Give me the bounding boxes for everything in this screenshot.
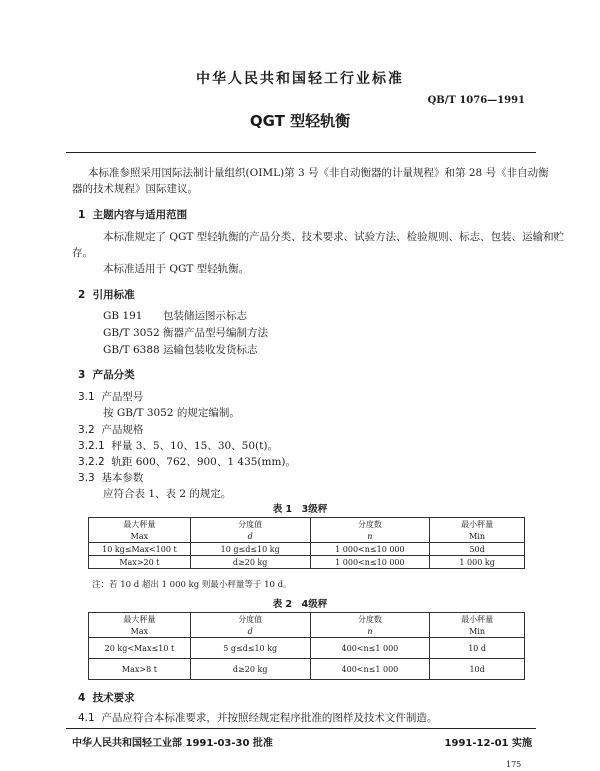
section-3-heading [78,367,135,382]
footer-rule [66,728,536,729]
table-1-note: 注：若 10 d 超出 1 000 kg 则最小秤量等于 10 d。 [92,580,292,590]
s31-text: 按 GB/T 3052 的规定编制。 [103,407,240,419]
table-header-row [89,518,525,531]
subsection-3-2: 3.2 产品规格 [78,424,144,436]
section-number: 4 [78,692,86,704]
table-1-caption: 表 1 3级秤 [272,504,328,515]
footer-approval: 中华人民共和国轻工业部 1991-03-30 批准 [72,738,273,749]
table-symbol-cell: d [190,625,310,638]
subsection-3-1: 3.1 产品型号 [78,391,144,403]
table-symbol-cell: Min [430,530,525,543]
table-1 [88,517,525,569]
page-number: 175 [506,760,522,769]
s1-para-2: 本标准适用于 QGT 型轻轨衡。 [103,263,250,275]
s1-para-1a: 本标准规定了 QGT 型轻轨衡的产品分类、技术要求、试验方法、检验规则、标志、包装、运输和贮 [103,231,565,243]
table-symbol-row [89,625,525,638]
section-title: 技术要求 [92,692,135,704]
table-cell: Max>20 t [89,556,191,569]
table-cell: 1 000<n≤10 000 [310,543,430,556]
section-4-heading [78,690,135,705]
subsection-3-2-2: 3.2.2 轨距 600、762、900、1 435(mm)。 [78,456,297,468]
intro-line-1: 本标准参照采用国际法制计量组织(OIML)第 3 号《非自动衡器的计量规程》和第 28 号《非自动衡 [88,167,549,179]
section-title: 引用标准 [92,289,135,301]
table-header-cell: 最大秤量 [89,518,191,531]
section-title: 产品分类 [92,369,135,381]
table-cell: 20 kg<Max≤10 t [89,638,191,659]
reference-item: GB 191 包装储运图示标志 [103,310,247,322]
table-2 [88,612,525,680]
table-row [89,659,525,680]
table-symbol-row [89,530,525,543]
table-symbol-cell: Max [89,530,191,543]
table-symbol-cell: Min [430,625,525,638]
table-cell: 1 000<n≤10 000 [310,556,430,569]
section-number: 1 [78,209,86,221]
subsection-4-1: 4.1 产品应符合本标准要求，并按照经规定程序批准的图样及技术文件制造。 [78,712,438,724]
section-2-heading [78,287,135,302]
table-cell: d≥20 kg [190,659,310,680]
table-header-cell: 分度数 [310,518,430,531]
section-title: 主题内容与适用范围 [92,209,188,221]
table-cell: 5 g≤d≤10 kg [190,638,310,659]
standard-code: QB/T 1076—1991 [427,95,525,106]
table-header-cell: 分度值 [190,613,310,626]
table-symbol-cell: Max [89,625,191,638]
header-rule [66,152,536,153]
table-header-cell: 最小秤量 [430,613,525,626]
table-row [89,638,525,659]
s33-text: 应符合表 1、表 2 的规定。 [103,488,232,500]
table-cell: 50d [430,543,525,556]
section-1-heading [78,207,187,222]
s1-para-1b: 存。 [72,247,93,259]
table-symbol-cell: d [190,530,310,543]
section-number: 2 [78,289,86,301]
table-cell: 400<n≤1 000 [310,638,430,659]
table-header-cell: 最大秤量 [89,613,191,626]
table-header-row [89,613,525,626]
subsection-3-3: 3.3 基本参数 [78,472,144,484]
subsection-3-2-1: 3.2.1 秤量 3、5、10、15、30、50(t)。 [78,440,278,452]
document-title: QGT 型轻轨衡 [249,112,351,130]
table-row [89,556,525,569]
table-header-cell: 分度数 [310,613,430,626]
intro-line-2: 器的技术规程》国际建议。 [72,183,198,195]
table-header-cell: 分度值 [190,518,310,531]
issuing-organization: 中华人民共和国轻工行业标准 [196,71,404,87]
table-cell: Max>8 t [89,659,191,680]
table-cell: 10d [430,659,525,680]
section-number: 3 [78,369,86,381]
reference-item: GB/T 6388 运输包装收发货标志 [103,344,258,356]
table-cell: 10 kg≤Max<100 t [89,543,191,556]
table-symbol-cell: n [310,530,430,543]
table-2-caption: 表 2 4级秤 [272,599,328,610]
footer-implementation: 1991-12-01 实施 [444,738,532,749]
table-cell: 400<n≤1 000 [310,659,430,680]
table-symbol-cell: n [310,625,430,638]
table-cell: 10 d [430,638,525,659]
reference-item: GB/T 3052 衡器产品型号编制方法 [103,327,268,339]
table-cell: 1 000 kg [430,556,525,569]
table-row [89,543,525,556]
table-cell: 10 g≤d≤10 kg [190,543,310,556]
table-cell: d≥20 kg [190,556,310,569]
table-header-cell: 最小秤量 [430,518,525,531]
